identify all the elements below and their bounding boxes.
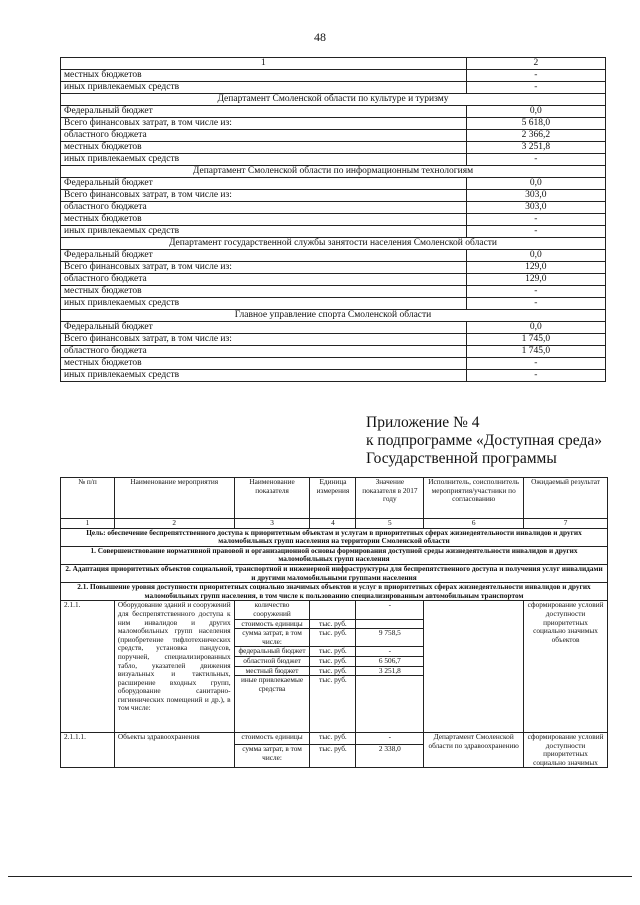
department-row [61,94,606,106]
row-value: 129,0 [466,274,605,286]
header-cell: Наименование мероприятия [114,478,234,519]
appendix-program: Государственной программы [366,450,557,467]
row-label: иных привлекаемых средств [61,226,467,238]
task-2-text: 2. Адаптация приоритетных объектов социальной, транспортной и инженерной инфраструктуры для беспрепятственного доступа и получения услуг инвалидами и другими маломобильными группами населения [61,564,608,582]
item-name: Объекты здравоохранения [114,733,234,768]
column-number: 2 [114,519,234,529]
table-row [61,334,606,346]
indicator-cell: количество сооружений [234,601,310,619]
table-row [61,286,606,298]
subitem-row [61,733,608,745]
indicator-cell: областной бюджет [234,656,310,666]
unit-cell: тыс. руб. [310,629,356,647]
department-name: Департамент государственной службы занятости населения Смоленской области [61,238,606,250]
row-value: 0,0 [466,106,605,118]
row-value: - [466,358,605,370]
row-label: областного бюджета [61,130,467,142]
column-number: 6 [424,519,524,529]
task-1-text: 1. Совершенствование нормативной правовой и организационной основы формирования доступной среды жизнедеятельности инвалидов и других маломобильных групп населения [61,546,608,564]
row-value: - [466,154,605,166]
row-value: 129,0 [466,262,605,274]
financing-table-body [61,58,606,382]
header-cell: Единица измерения [310,478,356,519]
row-label: местных бюджетов [61,142,467,154]
value-cell: 6 506,7 [356,656,424,666]
value-cell: 2 338,0 [356,745,424,768]
row-label: областного бюджета [61,274,467,286]
row-label: Всего финансовых затрат, в том числе из: [61,118,467,130]
row-label: Федеральный бюджет [61,250,467,262]
row-value: 0,0 [466,322,605,334]
row-label: областного бюджета [61,202,467,214]
row-label: Всего финансовых затрат, в том числе из: [61,190,467,202]
table-row [61,250,606,262]
unit-cell: тыс. руб. [310,619,356,629]
item-name: Оборудование зданий и сооружений для беспрепятственного доступа к ним инвалидов и других маломобильных групп населения (приобретение тифлотехнических средств, установка пандусов, поручней, специализированных табло, указателей движения визуальных и тактильных, расширение входных групп, оборудование санитарно-гигиенических помещений и др.), в том числе: [114,601,234,733]
table-row [61,82,606,94]
column-number: 4 [310,519,356,529]
column-number: 3 [234,519,310,529]
table-row [61,118,606,130]
row-label: областного бюджета [61,346,467,358]
unit-cell: тыс. руб. [310,647,356,657]
table-row [61,322,606,334]
table-row [61,202,606,214]
appendix-title: Приложение № 4 [366,414,480,431]
row-value: - [466,286,605,298]
row-label: Всего финансовых затрат, в том числе из: [61,334,467,346]
row-label: местных бюджетов [61,70,467,82]
result-cell: сформирование условий доступности приоритетных социально значимых [524,733,608,768]
value-cell: - [356,601,424,619]
unit-cell: тыс. руб. [310,666,356,676]
table-row [61,274,606,286]
row-value: - [466,226,605,238]
row-value: 303,0 [466,202,605,214]
value-cell: 3 251,8 [356,666,424,676]
column-number: 1 [61,519,115,529]
result-cell: сформирование условий доступности приоритетных социально значимых объектов [524,601,608,733]
row-label: иных привлекаемых средств [61,82,467,94]
executor-cell [424,601,524,733]
row-label: местных бюджетов [61,214,467,226]
header-cell: Ожидаемый результат [524,478,608,519]
department-row [61,166,606,178]
indicator-cell: сумма затрат, в том числе: [234,745,310,768]
financing-table [60,57,606,382]
table-row [61,154,606,166]
indicator-cell: сумма затрат, в том числе: [234,629,310,647]
row-label: иных привлекаемых средств [61,154,467,166]
goal-row [61,528,608,546]
row-value: - [466,298,605,310]
header-cell: 2 [466,58,605,70]
value-cell: 9 758,5 [356,629,424,647]
item-number: 2.1.1.1. [61,733,115,768]
indicator-cell: иные привлекаемые средства [234,676,310,733]
row-value: - [466,214,605,226]
department-row [61,238,606,250]
indicator-cell: местный бюджет [234,666,310,676]
header-cell: Исполнитель, соисполнитель мероприятия/участники по согласованию [424,478,524,519]
header-cell: № п/п [61,478,115,519]
table-row [61,70,606,82]
indicator-cell: стоимость единицы [234,733,310,745]
indicator-cell: стоимость единицы [234,619,310,629]
row-label: иных привлекаемых средств [61,370,467,382]
table-row [61,262,606,274]
table-row [61,130,606,142]
unit-cell: тыс. руб. [310,745,356,768]
row-value: 303,0 [466,190,605,202]
department-name: Департамент Смоленской области по культуре и туризму [61,94,606,106]
header-cell: Значение показателя в 2017 году [356,478,424,519]
row-value: 1 745,0 [466,334,605,346]
department-name: Главное управление спорта Смоленской области [61,310,606,322]
header-cell: 1 [61,58,467,70]
table-row [61,346,606,358]
page-bottom-rule [8,876,632,877]
appendix-heading [366,414,612,468]
row-value: - [466,70,605,82]
table-row [61,214,606,226]
unit-cell: тыс. руб. [310,733,356,745]
goal-text: Цель: обеспечение беспрепятственного доступа к приоритетным объектам и услугам в приоритетных сферах жизнедеятельности инвалидов и других маломобильных групп населения на территории Смоленской области [61,528,608,546]
table-row [61,298,606,310]
appendix-subtitle: к подпрограмме «Доступная среда» [366,432,602,449]
table-row [61,358,606,370]
task-2-1-text: 2.1. Повышение уровня доступности приоритетных социально значимых объектов и услуг в приоритетных сферах жизнедеятельности инвалидов и других маломобильных групп населения, в том числе к пользованию специализированным автомобильным транспортом [61,583,608,601]
row-value: 0,0 [466,178,605,190]
item-row [61,601,608,619]
row-label: иных привлекаемых средств [61,298,467,310]
page-number: 48 [314,30,326,44]
value-cell: - [356,733,424,745]
unit-cell [310,601,356,619]
table-row [61,142,606,154]
measures-table [60,477,608,768]
value-cell: - [356,647,424,657]
row-label: местных бюджетов [61,358,467,370]
row-label: Федеральный бюджет [61,322,467,334]
row-value: 0,0 [466,250,605,262]
table-header-row [61,478,608,519]
table-row [61,226,606,238]
unit-cell: тыс. руб. [310,656,356,666]
table-header-row [61,58,606,70]
department-name: Департамент Смоленской области по информационным технологиям [61,166,606,178]
header-cell: Наименование показателя [234,478,310,519]
column-number: 5 [356,519,424,529]
executor-cell: Департамент Смоленской области по здравоохранению [424,733,524,768]
table-row [61,106,606,118]
row-label: Федеральный бюджет [61,178,467,190]
task-row [61,546,608,564]
row-value: - [466,82,605,94]
row-value: - [466,370,605,382]
row-label: местных бюджетов [61,286,467,298]
value-cell [356,676,424,733]
table-row [61,190,606,202]
row-value: 5 618,0 [466,118,605,130]
department-row [61,310,606,322]
row-value: 3 251,8 [466,142,605,154]
unit-cell: тыс. руб. [310,676,356,733]
table-row [61,370,606,382]
column-number-row [61,519,608,529]
row-value: 1 745,0 [466,346,605,358]
row-value: 2 366,2 [466,130,605,142]
row-label: Федеральный бюджет [61,106,467,118]
item-number: 2.1.1. [61,601,115,733]
table-row [61,178,606,190]
indicator-cell: федеральный бюджет [234,647,310,657]
column-number: 7 [524,519,608,529]
row-label: Всего финансовых затрат, в том числе из: [61,262,467,274]
task-row [61,564,608,582]
task-row [61,583,608,601]
